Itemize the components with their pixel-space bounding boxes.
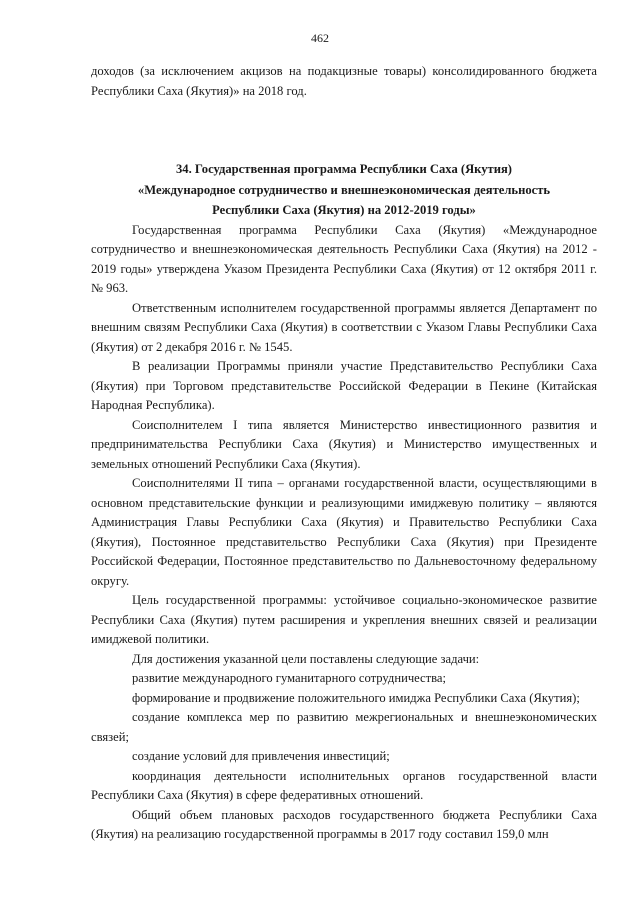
heading-line-1: 34. Государственная программа Республики Саха (Якутия) [175, 162, 512, 176]
task-item: координация деятельности исполнительных органов государственной власти Республики Саха (Якутия) в сфере федеративных отношений. [91, 768, 597, 802]
paragraph-participants: В реализации Программы приняли участие Представительство Республики Саха (Якутия) при Торговом представительстве Российской Федерации в Пекине (Китайская Народная Республика). [91, 359, 597, 412]
heading-line-3: Республики Саха (Якутия) на 2012-2019 годы» [212, 203, 476, 217]
paragraph-budget: Общий объем плановых расходов государственного бюджета Республики Саха (Якутия) на реализацию государственной программы в 2017 году составил 159,0 млн [91, 807, 597, 841]
heading-line-2: «Международное сотрудничество и внешнеэкономическая деятельность [137, 182, 551, 197]
intro-paragraph: доходов (за исключением акцизов на подакцизные товары) консолидированного бюджета Республики Саха (Якутия)» на 2018 год. [91, 64, 597, 98]
paragraph-co-executor-type-1: Соисполнителем I типа является Министерство инвестиционного развития и предпринимательства Республики Саха (Якутия) и Министерство имущественных и земельных отношений Республики Саха (Якутия). [91, 417, 597, 471]
paragraph-responsible-executor: Ответственным исполнителем государственной программы является Департамент по внешним связям Республики Саха (Якутия) в соответствии с Указом Главы Республики Саха (Якутия) от 2 декабря 2016 г. № 1545. [91, 300, 597, 354]
paragraph-program-goal: Цель государственной программы: устойчивое социально-экономическое развитие Республики Саха (Якутия) путем расширения и укрепления внешних связей и реализации имиджевой политики. [91, 593, 597, 646]
task-item: развитие международного гуманитарного сотрудничества; [132, 671, 447, 685]
paragraph-tasks-intro: Для достижения указанной цели поставлены следующие задачи: [132, 651, 480, 666]
task-item: создание условий для привлечения инвестиций; [132, 749, 390, 763]
page-number: 462 [311, 31, 329, 45]
paragraph-co-executor-type-2: Соисполнителями II типа – органами государственной власти, осуществляющими в основном представительские функции и реализующими имиджевую политику – являются Администрация Главы Республики Саха (Якутия) и Правительство Республики Саха (Якутия), Постоянное представительство Республики Саха (Якутия) при Президенте Российской Федерации, Постоянное представительство по Дальневосточному федеральному округу. [91, 476, 597, 588]
paragraph-program-approval: Государственная программа Республики Саха (Якутия) «Международное сотрудничество и внешнеэкономическая деятельность Республики Саха (Якутия) на 2012 - 2019 годы» утверждена Указом Президента Республики Саха (Якутия) от 12 октября 2011 г. № 963. [91, 222, 597, 295]
task-item: создание комплекса мер по развитию межрегиональных и внешнеэкономических связей; [91, 710, 597, 744]
document-body [91, 62, 597, 845]
section-heading [91, 159, 597, 221]
task-item: формирование и продвижение положительного имиджа Республики Саха (Якутия); [132, 690, 580, 705]
